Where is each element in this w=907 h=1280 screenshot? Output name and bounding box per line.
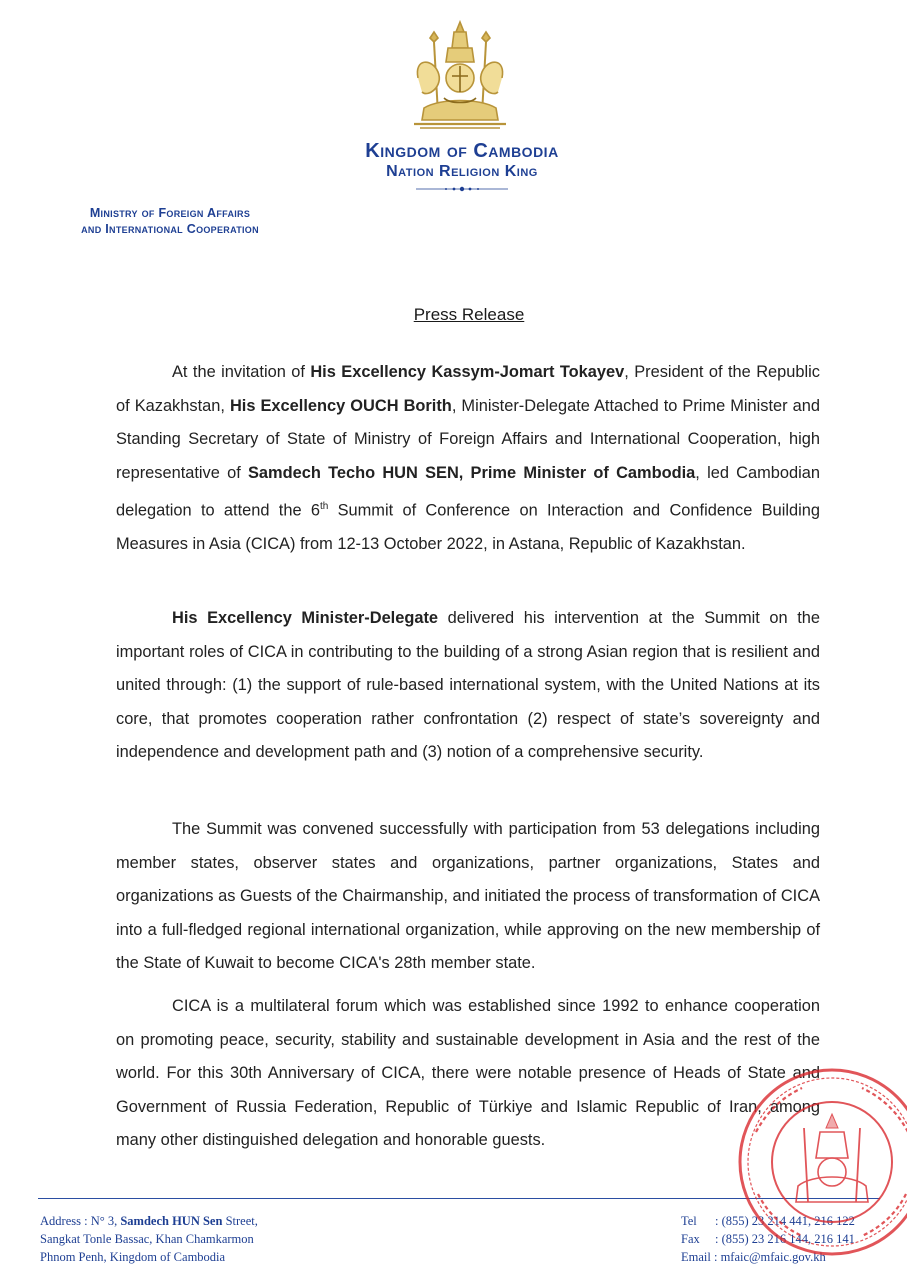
paragraph-1-segment: th <box>319 501 329 513</box>
address-line-2: Sangkat Tonle Bassac, Khan Chamkarmon <box>40 1232 254 1246</box>
address-line-1 <box>40 1212 258 1230</box>
fax-label: Fax <box>681 1232 700 1246</box>
paragraph-1 <box>116 356 820 562</box>
national-motto: Nation Religion King <box>386 163 538 180</box>
paragraph-2-segment: His Excellency Minister-Delegate <box>172 609 439 627</box>
ministry-name-line1: Ministry of Foreign Affairs <box>89 206 251 220</box>
address-prefix: Address : N° 3, <box>40 1214 121 1228</box>
royal-emblem-icon <box>404 18 516 134</box>
official-seal-icon <box>732 1062 907 1262</box>
address-suffix: Street, <box>222 1214 258 1228</box>
address-street: Samdech HUN Sen <box>120 1214 223 1228</box>
paragraph-1-segment: His Excellency OUCH Borith <box>229 396 452 415</box>
paragraph-1-segment: At the invitation of <box>172 363 311 381</box>
paragraph-1-segment: Samdech Techo HUN SEN, Prime Minister of Cambodia <box>247 463 696 482</box>
email-value: : mfaic@mfaic.gov.kh <box>713 1250 826 1264</box>
paragraph-2 <box>116 602 820 770</box>
fax-value: : (855) 23 216 144, 216 141 <box>715 1232 855 1246</box>
paragraph-3 <box>116 813 820 981</box>
paragraph-1-segment: , led Cambodian delegation to attend the 6 <box>116 463 820 520</box>
tel-label: Tel <box>681 1214 697 1228</box>
paragraph-4 <box>116 990 820 1158</box>
kingdom-heading: Kingdom of Cambodia <box>365 140 559 162</box>
ornament-divider-icon <box>416 184 508 194</box>
paragraph-2-segment: delivered his intervention at the Summit on the important roles of CICA in contributing to the building of a strong Asian region that is resilient and united through: (1) the support of rule-based international system, with the United Nations at its core, that promotes cooperation rather confrontation (2) respect of state’s sovereignty and independence and development path and (3) notion of a comprehensive security. <box>116 609 820 762</box>
footer-address <box>40 1212 258 1266</box>
email-label: Email <box>681 1250 711 1264</box>
document-title: Press Release <box>413 305 525 324</box>
paragraph-1-segment: Summit of Conference on Interaction and Confidence Building Measures in Asia (CICA) from 12-13 October 2022, in Astana, Republic of Kazakhstan. <box>116 501 820 554</box>
paragraph-1-segment: , President of the Republic of Kazakhstan, <box>116 363 820 415</box>
paragraph-1-segment: His Excellency Kassym-Jomart Tokayev <box>310 363 625 381</box>
paragraph-3-segment: The Summit was convened successfully with participation from 53 delegations including member states, observer states and organizations, partner organizations, States and organizations as Guests of the Chairmanship, and initiated the process of transformation of CICA into a full-fledged regional international organization, while approving on the new membership of the State of Kuwait to become CICA's 28th member state. <box>116 820 820 973</box>
paragraph-4-segment: CICA is a multilateral forum which was established since 1992 to enhance cooperation on promoting peace, security, stability and sustainable development in Asia and the rest of the world. For this 30th Anniversary of CICA, there were notable presence of Heads of State and Government of Russia Federation, Republic of Türkiye and Islamic Republic of Iran, among many other distinguished delegation and honorable guests. <box>116 997 820 1150</box>
paragraph-1-segment: , Minister-Delegate Attached to Prime Minister and Standing Secretary of State of Ministry of Foreign Affairs and International Cooperation, high representative of <box>116 396 821 482</box>
address-line-3: Phnom Penh, Kingdom of Cambodia <box>40 1250 226 1264</box>
tel-value: : (855) 23 214 441, 216 122 <box>715 1214 855 1228</box>
ministry-name-line2: and International Cooperation <box>81 222 259 236</box>
